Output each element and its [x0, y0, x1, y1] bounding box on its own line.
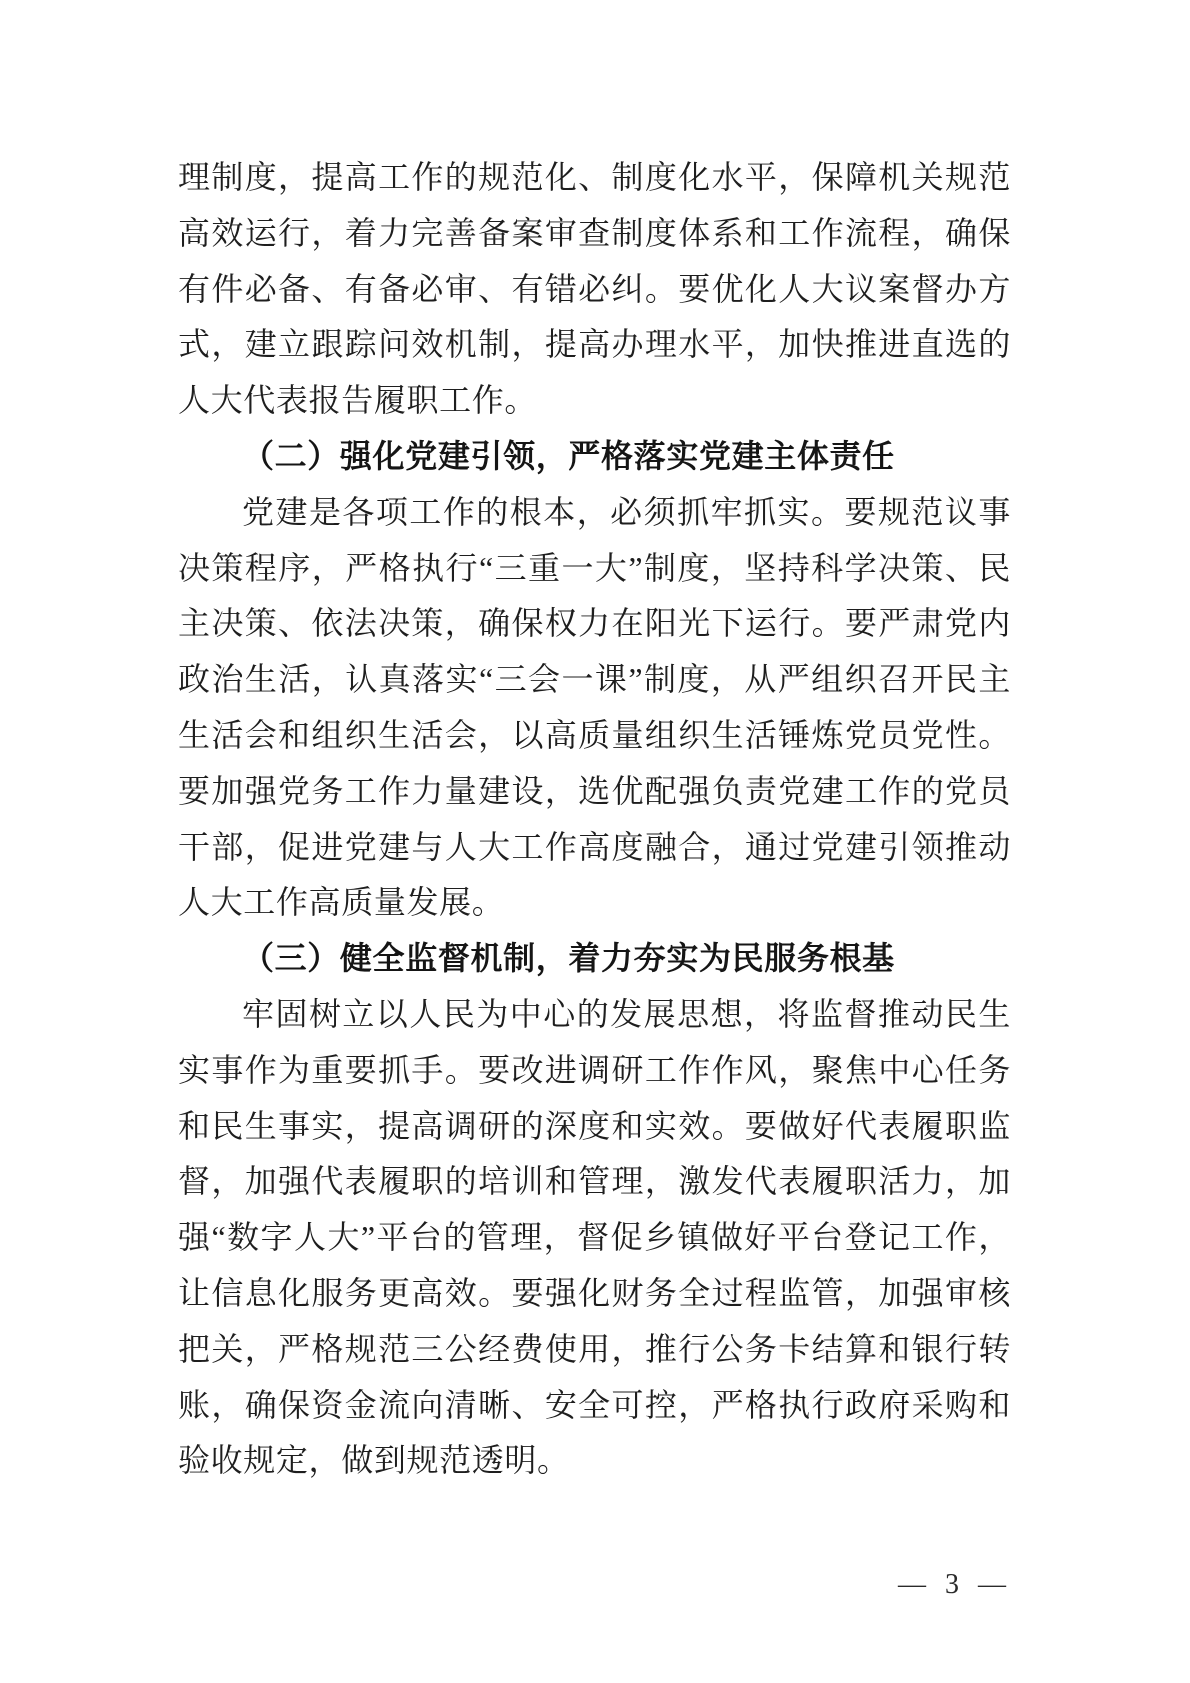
paragraph-section-2: 党建是各项工作的根本，必须抓牢抓实。要规范议事决策程序，严格执行“三重一大”制度，坚持科学决策、民主决策、依法决策，确保权力在阳光下运行。要严肃党内政治生活，认真落实“三会一课”制度，从严组织召开民主生活会和组织生活会，以高质量组织生活锤炼党员党性。要加强党务工作力量建设，选优配强负责党建工作的党员干部，促进党建与人大工作高度融合，通过党建引领推动人大工作高质量发展。: [178, 493, 1011, 921]
paragraph-continuation: 理制度，提高工作的规范化、制度化水平，保障机关规范高效运行，着力完善备案审查制度体系和工作流程，确保有件必备、有备必审、有错必纠。要优化人大议案督办方式，建立跟踪问效机制，提高办理水平，加快推进直选的人大代表报告履职工作。: [178, 159, 1011, 419]
document-body: [178, 150, 1011, 1489]
paragraph-section-3: 牢固树立以人民为中心的发展思想，将监督推动民生实事作为重要抓手。要改进调研工作作风，聚焦中心任务和民生事实，提高调研的深度和实效。要做好代表履职监督，加强代表履职的培训和管理，激发代表履职活力，加强“数字人大”平台的管理，督促乡镇做好平台登记工作，让信息化服务更高效。要强化财务全过程监管，加强审核把关，严格规范三公经费使用，推行公务卡结算和银行转账，确保资金流向清晰、安全可控，严格执行政府采购和验收规定，做到规范透明。: [178, 995, 1011, 1479]
section-heading-2: （二）强化党建引领，严格落实党建主体责任: [242, 437, 895, 474]
section-heading-3: （三）健全监督机制，着力夯实为民服务根基: [242, 940, 895, 977]
page-number: — 3 —: [898, 1569, 1012, 1600]
